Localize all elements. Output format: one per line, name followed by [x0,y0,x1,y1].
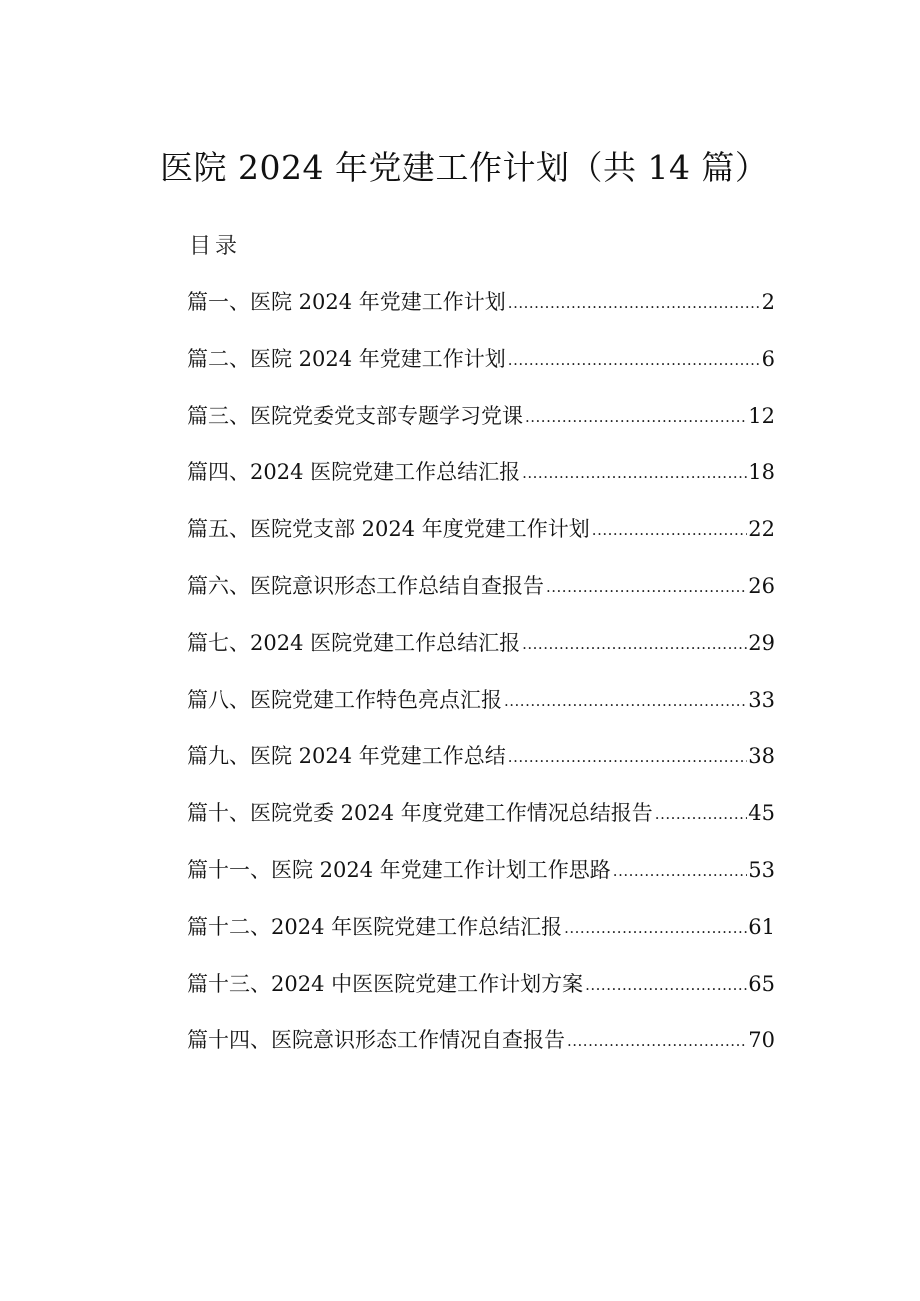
toc-entry-title: 医院党委党支部专题学习党课 [250,403,523,428]
toc-entry[interactable] [187,283,775,340]
toc-entry-prefix: 篇九、 [187,744,250,769]
toc-heading: 目录 [189,234,242,259]
toc-entry-prefix: 篇一、 [187,290,250,314]
toc-entry-page-number: 22 [748,517,775,542]
toc-entry[interactable] [187,340,775,397]
toc-entry-page-number: 26 [748,573,775,598]
toc-entry-page-number: 70 [748,1028,775,1053]
toc-entry-title: 医院意识形态工作情况自查报告 [271,1028,565,1053]
toc-entry[interactable] [187,397,775,454]
toc-entry[interactable] [187,624,775,681]
toc-entry[interactable] [187,737,775,794]
toc-entry-title: 医院 2024 年党建工作计划 [250,290,506,314]
toc-entry-page-number: 38 [748,744,775,769]
toc-entry-title: 医院 2024 年党建工作计划工作思路 [271,857,611,882]
toc-entry-title: 医院 2024 年党建工作总结 [250,744,506,769]
toc-entry-page-number: 2 [761,290,775,314]
toc-entry-prefix: 篇十二、 [187,914,271,939]
toc-entry-title: 2024 医院党建工作总结汇报 [250,630,521,655]
toc-entry-prefix: 篇十、 [187,801,250,826]
toc-dot-leader [508,282,761,322]
toc-entry-prefix: 篇十三、 [187,971,271,996]
toc-entry[interactable] [187,681,775,738]
toc-entry[interactable] [187,510,775,567]
toc-entry-page-number: 33 [748,687,775,712]
toc-entry[interactable] [187,567,775,624]
toc-entry-title: 2024 医院党建工作总结汇报 [250,460,521,485]
toc-entry-prefix: 篇七、 [187,630,250,655]
toc-entry-title: 医院党委 2024 年度党建工作情况总结报告 [250,801,653,826]
toc-entry-title: 医院 2024 年党建工作计划 [250,346,506,371]
toc-entry-prefix: 篇八、 [187,687,250,712]
toc-dot-leader [522,452,747,492]
toc-entry-title: 医院党支部 2024 年度党建工作计划 [250,517,590,542]
toc-entry-page-number: 45 [748,801,775,826]
toc-entry-prefix: 篇六、 [187,573,250,598]
toc-dot-leader [592,509,747,549]
toc-dot-leader [567,1020,747,1060]
toc-entry-page-number: 29 [748,630,775,655]
toc-entry[interactable] [187,453,775,510]
toc-entry-page-number: 12 [748,403,775,428]
table-of-contents [187,283,775,1078]
toc-dot-leader [564,907,747,947]
toc-entry-page-number: 18 [748,460,775,485]
toc-entry-prefix: 篇十四、 [187,1028,271,1053]
toc-entry-prefix: 篇四、 [187,460,250,485]
toc-entry-prefix: 篇十一、 [187,857,271,882]
toc-entry[interactable] [187,908,775,965]
toc-entry-title: 医院意识形态工作总结自查报告 [250,573,544,598]
toc-dot-leader [546,566,747,606]
toc-entry-prefix: 篇五、 [187,517,250,542]
toc-dot-leader [585,964,747,1004]
toc-dot-leader [504,680,747,720]
toc-dot-leader [525,396,747,436]
toc-entry-title: 2024 中医医院党建工作计划方案 [271,971,584,996]
toc-entry-page-number: 61 [748,914,775,939]
toc-entry[interactable] [187,1021,775,1078]
toc-entry-page-number: 53 [748,857,775,882]
toc-entry-title: 医院党建工作特色亮点汇报 [250,687,502,712]
toc-entry-prefix: 篇二、 [187,346,250,371]
toc-dot-leader [613,850,747,890]
toc-entry[interactable] [187,965,775,1022]
document-title: 医院 2024 年党建工作计划（共 14 篇） [160,148,769,187]
toc-dot-leader [508,339,761,379]
toc-entry[interactable] [187,794,775,851]
toc-entry[interactable] [187,851,775,908]
toc-entry-page-number: 65 [748,971,775,996]
toc-entry-title: 2024 年医院党建工作总结汇报 [271,914,563,939]
toc-entry-prefix: 篇三、 [187,403,250,428]
toc-entry-page-number: 6 [761,346,775,371]
toc-dot-leader [655,793,747,833]
toc-dot-leader [508,736,747,776]
toc-dot-leader [522,623,747,663]
